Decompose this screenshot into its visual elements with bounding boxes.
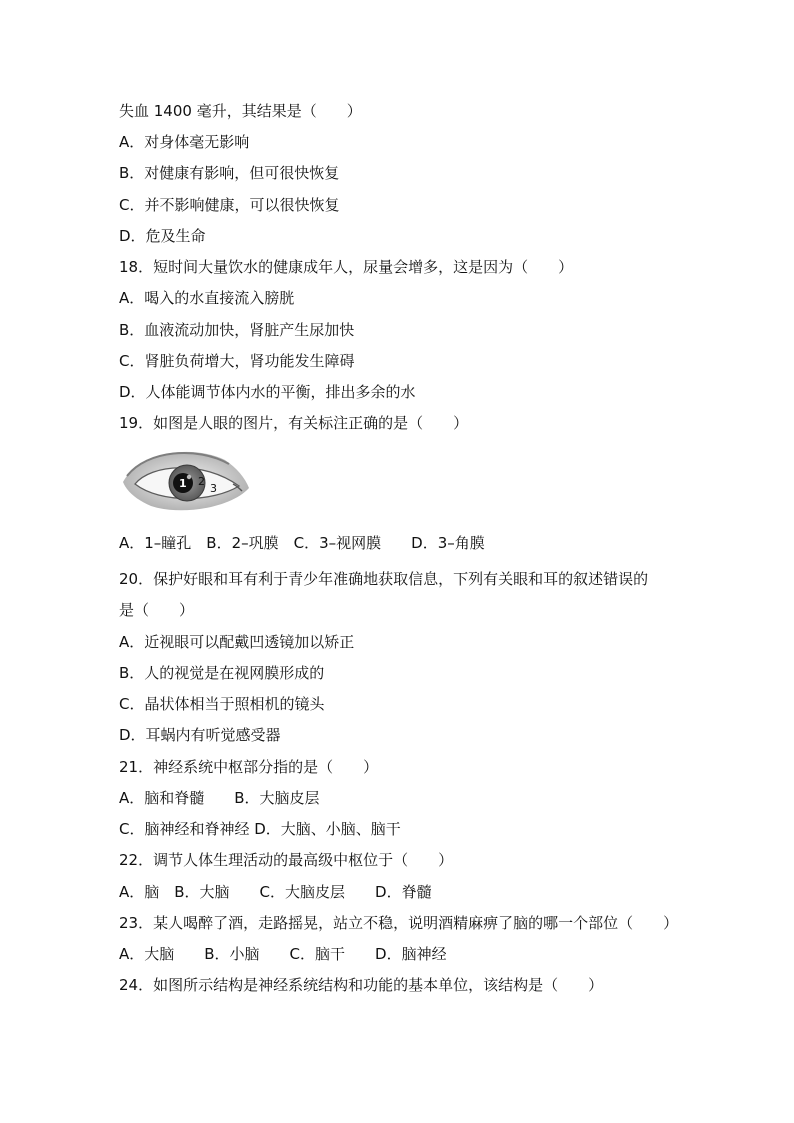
q23-options: A．大脑 B．小脑 C．脑干 D．脑神经 — [119, 945, 447, 963]
q19-options: A．1–瞳孔 B．2–巩膜 C．3–视网膜 D．3–角膜 — [119, 534, 485, 552]
q17-option-a: A．对身体毫无影响 — [119, 133, 250, 151]
eye-label-3: 3 — [210, 482, 217, 495]
q18-option-c: C．肾脏负荷增大，肾功能发生障碍 — [119, 352, 355, 370]
q18-option-d: D．人体能调节体内水的平衡，排出多余的水 — [119, 383, 416, 401]
q22-stem: 22．调节人体生理活动的最高级中枢位于（ ） — [119, 851, 454, 869]
q23-stem: 23．某人喝醉了酒，走路摇晃，站立不稳，说明酒精麻痹了脑的哪一个部位（ ） — [119, 914, 679, 932]
q17-option-c: C．并不影响健康，可以很快恢复 — [119, 196, 340, 214]
q20-stem-line2: 是（ ） — [119, 601, 195, 619]
q17-stem: 失血 1400 毫升，其结果是（ ） — [119, 102, 362, 120]
q18-stem: 18．短时间大量饮水的健康成年人，尿量会增多，这是因为（ ） — [119, 258, 574, 276]
eye-label-2: 2 — [198, 475, 205, 488]
q18-option-b: B．血液流动加快，肾脏产生尿加快 — [119, 321, 355, 339]
q21-options-ab: A．脑和脊髓 B．大脑皮层 — [119, 789, 320, 807]
q24-stem: 24．如图所示结构是神经系统结构和功能的基本单位，该结构是（ ） — [119, 976, 604, 994]
q21-options-cd: C．脑神经和脊神经 D．大脑、小脑、脑干 — [119, 820, 401, 838]
q17-option-b: B．对健康有影响，但可很快恢复 — [119, 164, 340, 182]
q18-option-a: A．喝入的水直接流入膀胱 — [119, 289, 295, 307]
eye-figure — [121, 446, 251, 516]
q21-stem: 21．神经系统中枢部分指的是（ ） — [119, 758, 379, 776]
q20-option-c: C．晶状体相当于照相机的镜头 — [119, 695, 325, 713]
q20-stem-line1: 20．保护好眼和耳有利于青少年准确地获取信息，下列有关眼和耳的叙述错误的 — [119, 570, 649, 588]
eye-label-1: 1 — [179, 477, 187, 490]
q19-stem: 19．如图是人眼的图片，有关标注正确的是（ ） — [119, 414, 469, 432]
q20-option-a: A．近视眼可以配戴凹透镜加以矫正 — [119, 633, 355, 651]
q17-option-d: D．危及生命 — [119, 227, 206, 245]
q20-option-d: D．耳蜗内有听觉感受器 — [119, 726, 281, 744]
q22-options: A．脑 B．大脑 C．大脑皮层 D．脊髓 — [119, 883, 432, 901]
eye-highlight — [187, 475, 191, 479]
q20-option-b: B．人的视觉是在视网膜形成的 — [119, 664, 325, 682]
